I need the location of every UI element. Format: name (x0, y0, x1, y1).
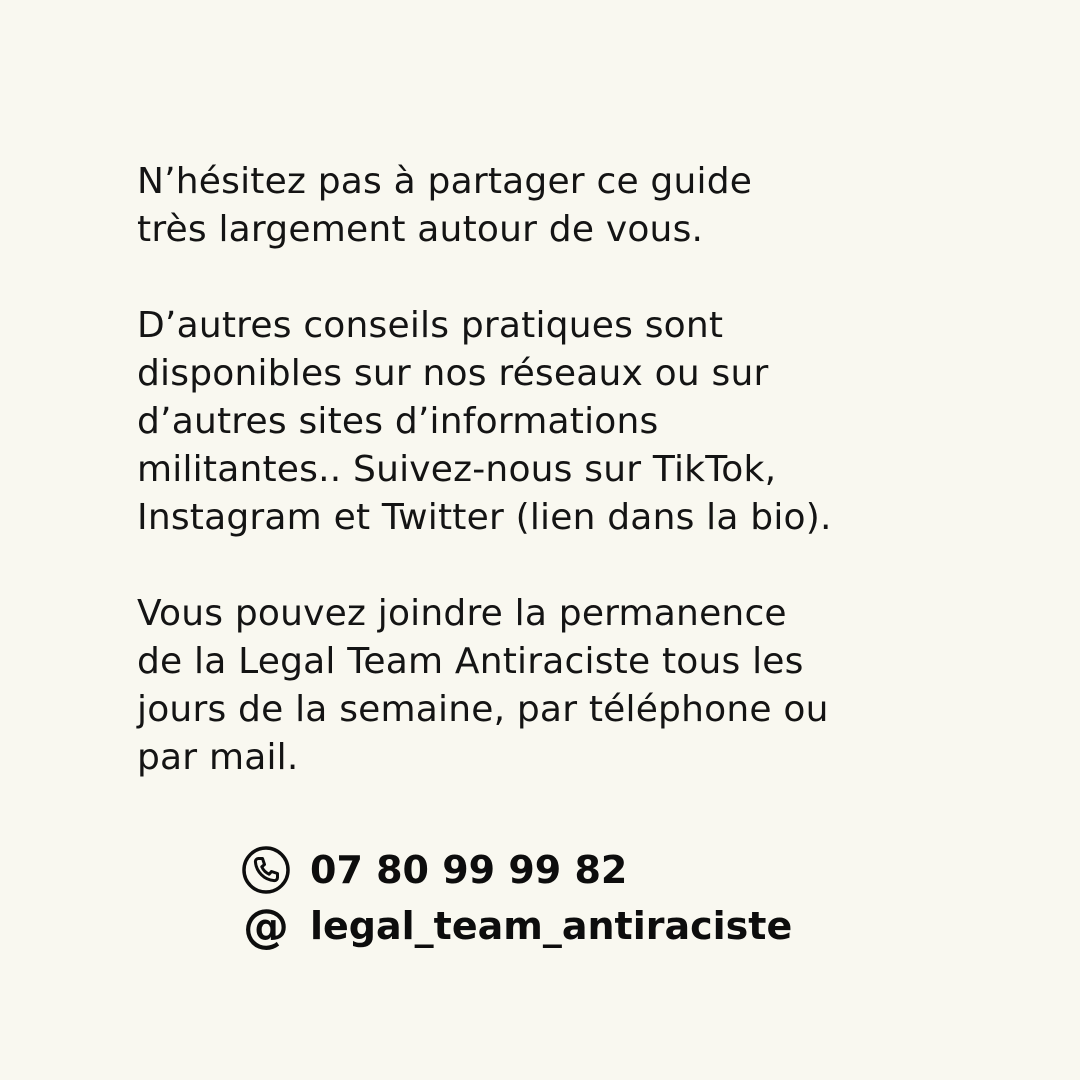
text-line: N’hésitez pas à partager ce guide (137, 161, 753, 202)
text-line: militantes.. Suivez-nous sur TikTok, (137, 449, 777, 490)
paragraph-contact (137, 590, 997, 782)
paragraph-share (137, 158, 997, 254)
guide-text (137, 158, 997, 830)
text-line: Vous pouvez joindre la permanence (137, 593, 787, 634)
phone-icon (240, 844, 292, 896)
phone-contact (240, 842, 792, 898)
text-line: disponibles sur nos réseaux ou sur (137, 353, 769, 394)
text-line: d’autres sites d’informations (137, 401, 659, 442)
text-line: jours de la semaine, par téléphone ou (137, 689, 829, 730)
text-line: de la Legal Team Antiraciste tous les (137, 641, 804, 682)
contact-block (240, 842, 792, 954)
at-icon: @ (243, 899, 289, 953)
text-line: par mail. (137, 737, 299, 778)
text-line: D’autres conseils pratiques sont (137, 305, 724, 346)
social-handle-contact (240, 898, 792, 954)
text-line: Instagram et Twitter (lien dans la bio). (137, 497, 832, 538)
paragraph-advice (137, 302, 997, 542)
social-handle[interactable]: legal_team_antiraciste (310, 904, 793, 948)
text-line: très largement autour de vous. (137, 209, 704, 250)
phone-number[interactable]: 07 80 99 99 82 (310, 848, 628, 892)
